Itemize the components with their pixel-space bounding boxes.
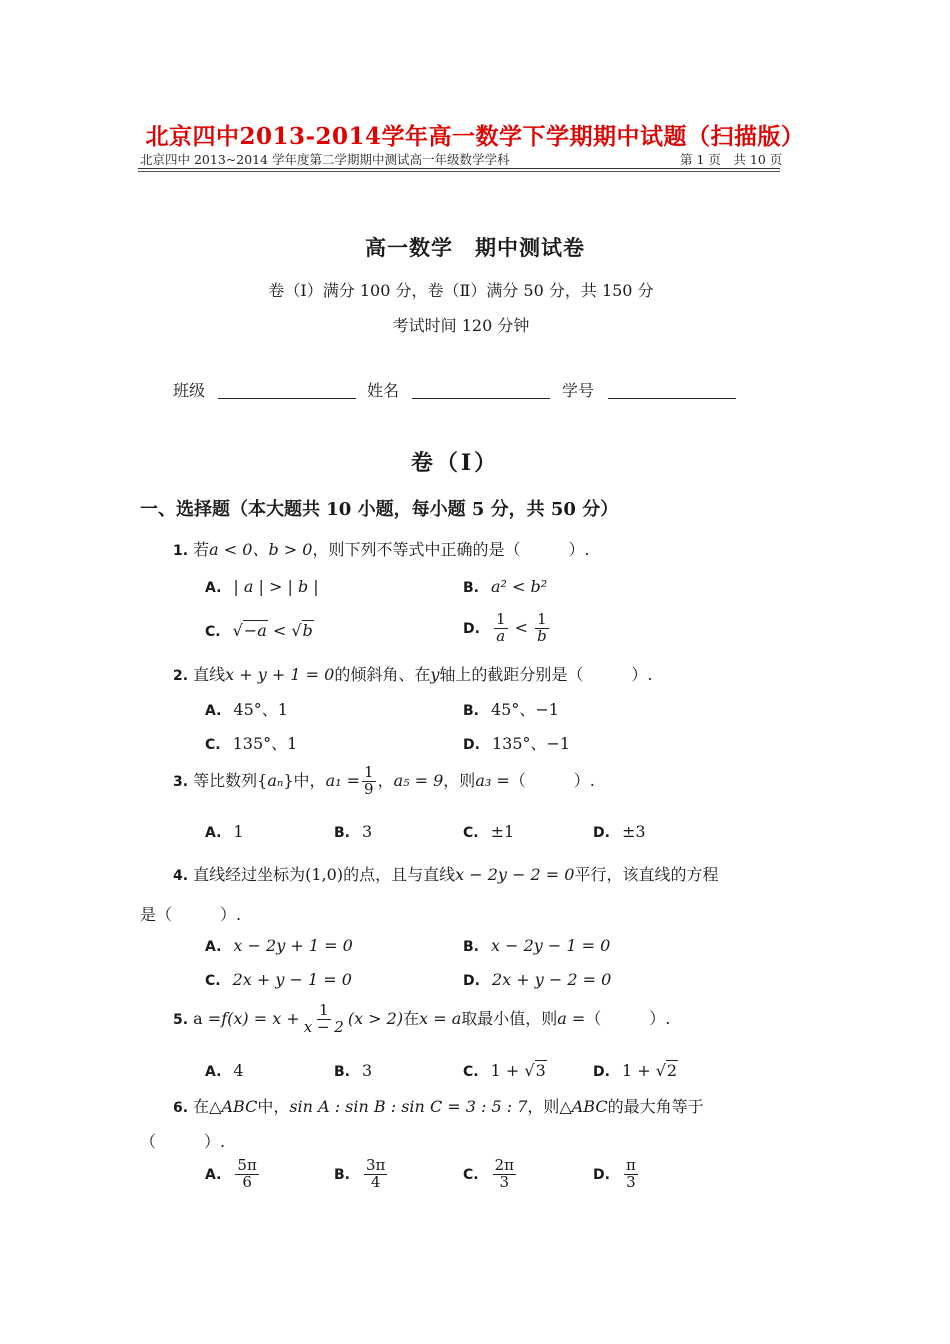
- option-text: ±3: [621, 822, 646, 841]
- stem-math: a₅ = 9: [393, 770, 444, 790]
- option-label: B.: [334, 1064, 350, 1080]
- option-text: 1: [233, 822, 244, 841]
- stem-text: ，: [377, 770, 394, 790]
- stem-text: 的最大角等于: [607, 1097, 704, 1116]
- stem-text: 在: [403, 1008, 420, 1028]
- option-6a[interactable]: [205, 1158, 261, 1191]
- id-label: 学号: [562, 381, 595, 400]
- sqrt-expression: √b: [291, 621, 313, 640]
- option-text: 45°、1: [233, 700, 288, 719]
- stem-math: x = a: [419, 1008, 462, 1028]
- option-label: D.: [463, 737, 480, 753]
- question-6-continuation: （ ）.: [140, 1132, 226, 1151]
- document-title: 北京四中2013-2014学年高一数学下学期期中试题（扫描版）: [145, 123, 805, 150]
- option-math: 2x + y − 1 = 0: [232, 970, 352, 989]
- option-label: D.: [593, 1166, 610, 1183]
- option-4c[interactable]: [205, 970, 352, 989]
- option-text: 4: [233, 1061, 244, 1080]
- option-math: a² < b²: [491, 577, 548, 596]
- id-blank[interactable]: [608, 398, 736, 399]
- fraction: $\frac{1}{x - 2}$: [303, 1001, 344, 1036]
- question-4-continuation: 是（ ）.: [140, 905, 242, 924]
- fraction: $\frac{1}{a}$: [495, 610, 506, 645]
- option-label: A.: [205, 1166, 222, 1183]
- option-label: B.: [334, 1166, 350, 1183]
- page-number: 第 1 页 共 10 页: [680, 152, 783, 167]
- name-blank[interactable]: [412, 398, 550, 399]
- stem-math: sin A : sin B : sin C = 3 : 5 : 7: [289, 1097, 528, 1116]
- stem-text: （ ）.: [585, 1008, 671, 1028]
- option-text: 1 +: [490, 1061, 520, 1080]
- option-label: C.: [205, 973, 221, 989]
- running-header-left: 北京四中 2013~2014 学年度第二学期期中测试高一年级数学学科: [140, 152, 510, 167]
- question-2: [173, 662, 652, 685]
- option-6d[interactable]: [593, 1158, 640, 1191]
- stem-math: x + y + 1 = 0: [225, 665, 335, 684]
- stem-math: a₃ =: [475, 770, 510, 790]
- option-1b[interactable]: [463, 577, 547, 596]
- option-text: 3: [362, 822, 373, 841]
- option-label: A.: [205, 825, 222, 841]
- option-label: B.: [463, 939, 479, 955]
- stem-text: 取最小值，则: [461, 1008, 558, 1028]
- class-blank[interactable]: [218, 398, 356, 399]
- stem-text: 在: [193, 1097, 210, 1116]
- stem-text: ，则下列不等式中正确的是（ ）.: [312, 540, 590, 559]
- sqrt-expression: √3: [524, 1061, 546, 1080]
- stem-text: 直线: [193, 665, 226, 684]
- option-2c[interactable]: [205, 731, 297, 754]
- question-number: 6.: [173, 1100, 189, 1116]
- section-heading: 一、选择题（本大题共 10 小题，每小题 5 分，共 50 分）: [140, 499, 619, 520]
- option-label: A.: [205, 703, 222, 719]
- question-number: 5.: [173, 1011, 189, 1028]
- question-3: [173, 765, 595, 798]
- question-1: [173, 537, 590, 560]
- option-text: 3: [362, 1061, 373, 1080]
- stem-text: 轴上的截距分别是（ ）.: [439, 665, 653, 684]
- fraction: $\frac{5\pi}{6}$: [237, 1156, 257, 1191]
- option-text: 135°、1: [232, 734, 298, 753]
- stem-text: 中，: [257, 1097, 290, 1116]
- option-label: C.: [205, 737, 221, 753]
- option-5c[interactable]: [463, 1061, 547, 1080]
- option-1c[interactable]: C. √−a < √b: [205, 621, 313, 640]
- option-math: 2x + y − 2 = 0: [491, 970, 612, 989]
- stem-math: aₙ: [267, 770, 284, 790]
- fraction: $\frac{\pi}{3}$: [625, 1156, 636, 1191]
- question-number: 1.: [173, 543, 189, 559]
- option-math: x − 2y + 1 = 0: [233, 936, 353, 955]
- option-1d[interactable]: D. $\frac{1}{a}$ < $\frac{1}{b}$: [463, 610, 547, 645]
- stem-text: 若: [193, 540, 210, 559]
- question-number: 2.: [173, 668, 189, 684]
- fraction: $\frac{2\pi}{3}$: [494, 1156, 514, 1191]
- option-label: A.: [205, 580, 222, 596]
- option-label: A.: [205, 939, 222, 955]
- option-1a[interactable]: [205, 577, 319, 596]
- score-line: 卷（Ⅰ）满分 100 分，卷（Ⅱ）满分 50 分，共 150 分: [268, 281, 654, 300]
- option-label: D.: [463, 973, 480, 989]
- option-text: 135°、−1: [491, 734, 571, 753]
- option-4b[interactable]: [463, 936, 610, 955]
- option-5d[interactable]: [593, 1061, 678, 1080]
- option-label: B.: [334, 825, 350, 841]
- stem-math: a < 0、b > 0: [209, 540, 313, 559]
- option-label: C.: [205, 624, 221, 640]
- option-3b[interactable]: [334, 822, 372, 841]
- option-4d[interactable]: [463, 970, 611, 989]
- option-text: 1 +: [621, 1061, 651, 1080]
- option-3c[interactable]: [463, 822, 514, 841]
- name-label: 姓名: [367, 381, 400, 400]
- option-label: D.: [593, 825, 610, 841]
- option-label: D.: [463, 620, 480, 637]
- sqrt-expression: √−a: [232, 621, 267, 640]
- stem-math: (x > 2): [347, 1008, 404, 1028]
- option-3a[interactable]: [205, 822, 244, 841]
- option-2d[interactable]: [463, 731, 570, 754]
- option-label: A.: [205, 1064, 222, 1080]
- header-rule: [138, 168, 780, 169]
- option-math: x − 2y − 1 = 0: [491, 936, 611, 955]
- option-2b[interactable]: [463, 697, 559, 720]
- option-6c[interactable]: [463, 1158, 518, 1191]
- class-label: 班级: [173, 381, 206, 400]
- time-line: 考试时间 120 分钟: [392, 316, 530, 335]
- stem-text: （ ）.: [509, 770, 595, 790]
- fraction: $\frac{3\pi}{4}$: [366, 1156, 386, 1191]
- option-label: C.: [463, 1064, 479, 1080]
- stem-math: a₁ =: [325, 770, 361, 790]
- option-label: C.: [463, 825, 479, 841]
- stem-math: △ABC: [209, 1097, 258, 1116]
- question-4: [173, 862, 718, 885]
- fraction: $\frac{1}{b}$: [537, 610, 547, 645]
- question-number: 4.: [173, 868, 189, 884]
- option-3d[interactable]: [593, 822, 646, 841]
- stem-text: 直线经过坐标为(1,0)的点，且与直线: [193, 865, 456, 884]
- option-label: C.: [463, 1166, 479, 1183]
- option-5a[interactable]: [205, 1061, 244, 1080]
- stem-text: ，则: [527, 1097, 560, 1116]
- stem-math: y: [430, 665, 440, 684]
- stem-text: 等比数列{: [193, 770, 268, 790]
- stem-math: a =: [557, 1008, 586, 1028]
- question-6: [173, 1094, 704, 1117]
- question-5: [173, 1003, 670, 1036]
- question-number: 3.: [173, 773, 189, 790]
- option-4a[interactable]: [205, 936, 353, 955]
- option-6b[interactable]: [334, 1158, 389, 1191]
- option-text: ±1: [490, 822, 515, 841]
- stem-text: 的倾斜角、在: [334, 665, 431, 684]
- paper-title: 高一数学 期中测试卷: [365, 235, 585, 260]
- stem-math: △ABC: [559, 1097, 608, 1116]
- stem-math: f(x) = x +: [221, 1008, 300, 1028]
- option-text: 45°、−1: [491, 700, 559, 719]
- fraction: $\frac{1}{9}$: [364, 763, 374, 798]
- stem-text: a =: [193, 1008, 222, 1028]
- stem-text: ，则: [443, 770, 476, 790]
- stem-text: }中，: [283, 770, 326, 790]
- stem-text: 平行，该直线的方程: [574, 865, 719, 884]
- option-label: B.: [463, 580, 479, 596]
- option-2a[interactable]: [205, 697, 288, 720]
- option-math: | a | > | b |: [233, 577, 319, 596]
- header-rule-thin: [138, 171, 780, 172]
- option-label: D.: [593, 1064, 610, 1080]
- stem-math: x − 2y − 2 = 0: [455, 865, 575, 884]
- sqrt-expression: √2: [655, 1061, 678, 1080]
- option-5b[interactable]: [334, 1061, 372, 1080]
- volume-heading: 卷（Ⅰ）: [410, 450, 500, 476]
- option-label: B.: [463, 703, 479, 719]
